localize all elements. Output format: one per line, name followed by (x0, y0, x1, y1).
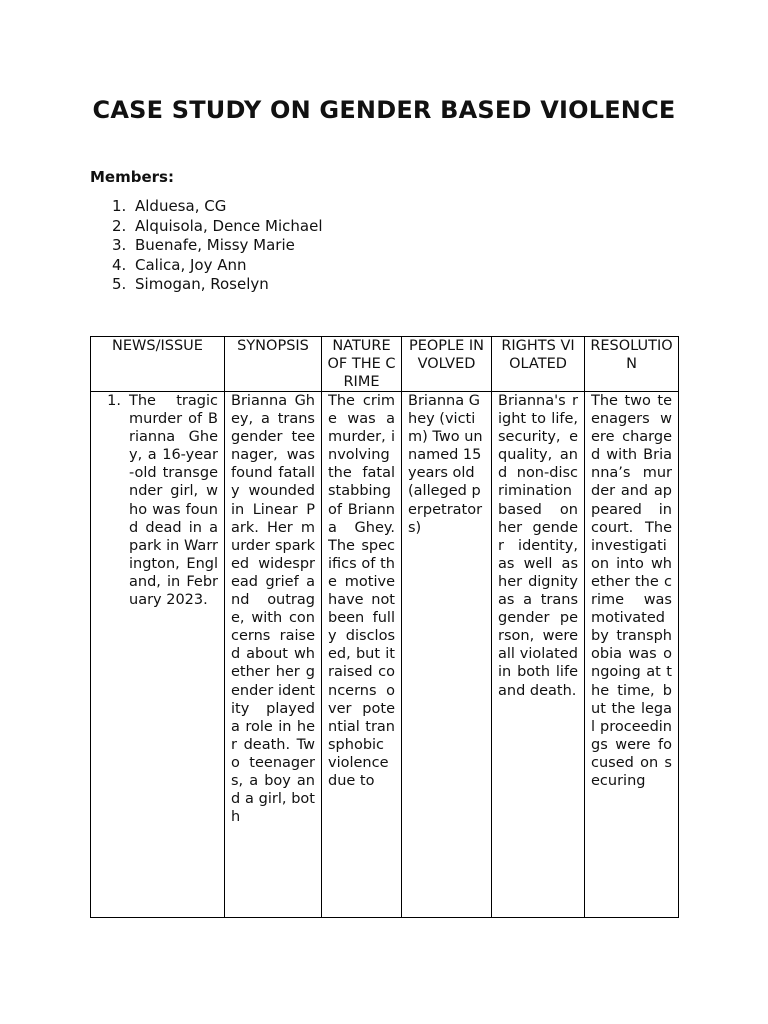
member-item: 5. Simogan, Roselyn (112, 275, 269, 294)
nature-text: The crime was a murder, involving the fatal stabbing of Brianna Ghey. The specifics of the motive have not been fully disclosed, but it raised concerns over potential transphobic violence due to (328, 393, 395, 789)
member-name: Buenafe, Missy Marie (135, 236, 295, 255)
member-name: Alduesa, CG (135, 197, 227, 215)
table-header-row (91, 337, 679, 392)
table-row (91, 392, 679, 918)
resolution-text: The two teenagers were charged with Brianna’s murder and appeared in court. The investigation into whether the crime was motivated by transphobia was ongoing at the time, but the legal proceedings were focused on securing (591, 393, 672, 789)
member-name: Alquisola, Dence Michael (135, 216, 323, 235)
member-name: Simogan, Roselyn (135, 275, 269, 294)
members-list (112, 197, 323, 295)
header-synopsis: SYNOPSIS (225, 337, 322, 392)
cell-resolution (585, 392, 679, 918)
case-study-table (90, 336, 679, 918)
rights-text: Brianna's right to life, security, equality, and non-discrimination based on her gender identity, as well as her dignity as a transgender person, were all violated in both life and death. (498, 393, 578, 699)
news-issue-text: The tragic murder of Brianna Ghey, a 16-year-old transgender girl, who was found dead in a park in Warrington, England, in February 2023. (129, 393, 218, 609)
members-label: Members: (90, 168, 174, 186)
member-item: 1. Alduesa, CG (112, 197, 227, 215)
header-nature-of-crime: NATURE OF THE CRIME (322, 337, 402, 392)
synopsis-text: Brianna Ghey, a transgender teenager, was found fatally wounded in Linear Park. Her murder sparked widespread grief and outrage, with concerns raised about whether her gender identity played a role in her death. Two teenagers, a boy and a girl, both (231, 393, 315, 826)
member-item: 3. Buenafe, Missy Marie (112, 236, 295, 255)
document-title: CASE STUDY ON GENDER BASED VIOLENCE (92, 96, 676, 124)
header-resolution: RESOLUTION (585, 337, 679, 392)
member-item: 2. Alquisola, Dence Michael (112, 216, 323, 235)
cell-nature-of-crime (322, 392, 402, 918)
people-text: Brianna Ghey (victim) Two unnamed 15 years old (alleged perpetrators) (408, 393, 483, 536)
cell-rights-violated (492, 392, 585, 918)
member-item: 4. Calica, Joy Ann (112, 255, 247, 274)
header-people-involved: PEOPLE INVOLVED (402, 337, 492, 392)
cell-news-issue (91, 392, 225, 918)
cell-people-involved (402, 392, 492, 918)
cell-synopsis (225, 392, 322, 918)
member-name: Calica, Joy Ann (135, 255, 247, 274)
row-number: 1. (107, 393, 121, 409)
header-rights-violated: RIGHTS VIOLATED (492, 337, 585, 392)
header-news-issue: NEWS/ISSUE (91, 337, 225, 392)
